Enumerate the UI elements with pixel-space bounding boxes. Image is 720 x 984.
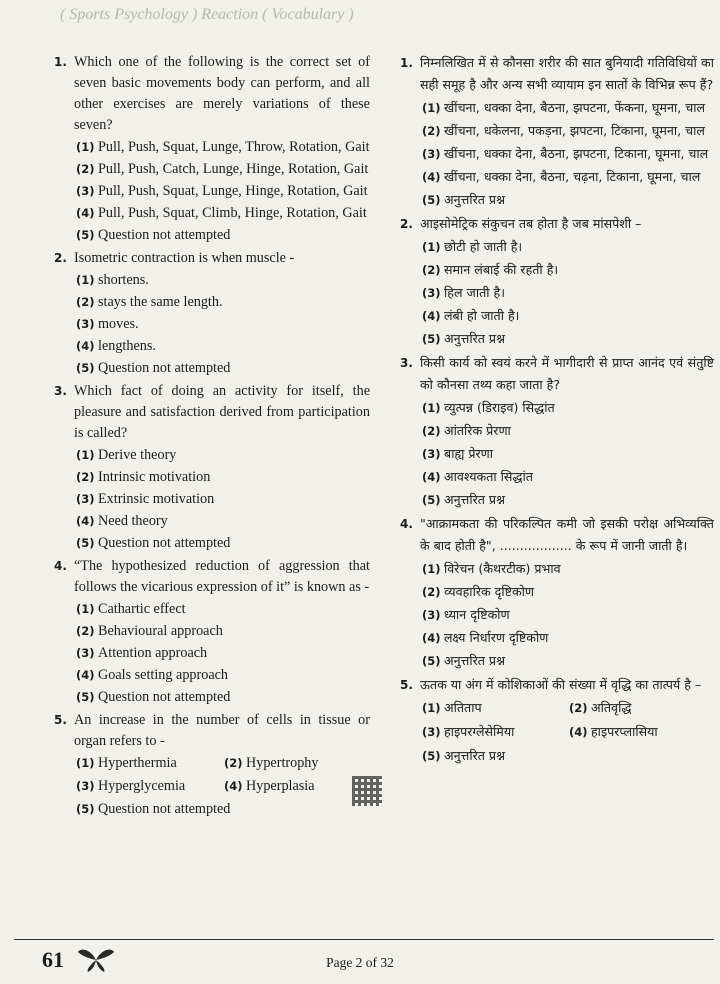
option-number: (1) xyxy=(422,401,441,415)
option xyxy=(420,397,714,419)
option-text: Attention approach xyxy=(98,645,208,661)
question-stem: “The hypothesized reduction of aggression that follows the vicarious expression of it” is known as - xyxy=(74,558,370,595)
option-text: बाह्य प्रेरणा xyxy=(444,446,494,461)
option xyxy=(74,270,370,291)
option xyxy=(74,489,370,510)
option xyxy=(74,687,370,708)
option xyxy=(420,328,714,350)
option-text: आवश्यकता सिद्धांत xyxy=(444,469,533,484)
option-text: Hyperplasia xyxy=(246,778,315,794)
option-number: (3) xyxy=(76,492,95,506)
question-3-en xyxy=(40,381,370,554)
question-2-en xyxy=(40,248,370,379)
option-text: आंतरिक प्रेरणा xyxy=(444,423,511,438)
option-number: (5) xyxy=(76,361,95,375)
option-number: (5) xyxy=(76,536,95,550)
question-1-hi xyxy=(386,52,714,211)
option-number: (4) xyxy=(224,779,243,793)
option-number: (3) xyxy=(422,286,441,300)
option xyxy=(74,665,370,686)
option xyxy=(420,466,714,488)
option-text: लंबी हो जाती है। xyxy=(444,308,520,323)
option-text: Intrinsic motivation xyxy=(98,469,211,485)
option-text: lengthens. xyxy=(98,338,156,354)
option xyxy=(420,236,714,258)
option xyxy=(420,189,714,211)
option-text: Hyperglycemia xyxy=(98,778,186,794)
question-2-hi xyxy=(386,213,714,350)
option xyxy=(420,143,714,165)
option-number: (5) xyxy=(76,690,95,704)
option-number: (4) xyxy=(76,514,95,528)
option xyxy=(420,604,714,626)
option xyxy=(420,420,714,442)
option xyxy=(74,225,370,246)
option xyxy=(420,721,567,743)
option-text: व्युत्पन्न (डिराइव) सिद्धांत xyxy=(444,400,555,415)
option xyxy=(74,336,370,357)
option-text: लक्ष्य निर्धारण दृष्टिकोण xyxy=(444,630,549,645)
question-stem: Which one of the following is the correct set of seven basic movements body can perform, and all other exercises are merely variations of these seven? xyxy=(74,54,370,133)
qr-code-icon xyxy=(352,776,382,806)
option-number: (4) xyxy=(569,725,588,739)
option-text: Question not attempted xyxy=(98,801,231,817)
option-number: (1) xyxy=(422,240,441,254)
option xyxy=(74,137,370,158)
question-number: 2. xyxy=(400,217,413,231)
option xyxy=(420,627,714,649)
question-stem: किसी कार्य को स्वयं करने में भागीदारी से प्राप्त आनंद एवं संतुष्टि को कौनसा तथ्य कहा जाता है? xyxy=(420,355,714,392)
option-text: Question not attempted xyxy=(98,360,231,376)
option-text: Hyperthermia xyxy=(98,755,177,771)
option-text: Pull, Push, Catch, Lunge, Hinge, Rotation, Gait xyxy=(98,161,369,177)
option-number: (4) xyxy=(76,339,95,353)
option-number: (2) xyxy=(569,701,588,715)
option xyxy=(567,697,714,719)
option-text: Need theory xyxy=(98,513,168,529)
question-number: 1. xyxy=(400,56,413,70)
option-number: (5) xyxy=(422,654,441,668)
option-number: (2) xyxy=(224,756,243,770)
question-number: 4. xyxy=(400,517,413,531)
option xyxy=(74,533,370,554)
option xyxy=(420,166,714,188)
option xyxy=(74,467,370,488)
option-text: Derive theory xyxy=(98,447,177,463)
option xyxy=(74,358,370,379)
option-text: खींचना, धक्का देना, बैठना, झपटना, टिकाना, घूमना, चाल xyxy=(444,146,709,161)
option-text: हिल जाती है। xyxy=(444,285,506,300)
option-text: छोटी हो जाती है। xyxy=(444,239,523,254)
option-number: (1) xyxy=(76,448,95,462)
option-number: (2) xyxy=(76,470,95,484)
option xyxy=(567,721,714,743)
question-number: 1. xyxy=(54,55,67,69)
option-number: (3) xyxy=(76,646,95,660)
option-number: (4) xyxy=(422,631,441,645)
question-4-en xyxy=(40,556,370,708)
option-text: Hypertrophy xyxy=(246,755,319,771)
option-number: (1) xyxy=(76,140,95,154)
option-text: अनुत्तरित प्रश्न xyxy=(444,331,505,346)
option-text: Question not attempted xyxy=(98,227,231,243)
option-number: (4) xyxy=(76,668,95,682)
option-number: (3) xyxy=(76,317,95,331)
option xyxy=(420,259,714,281)
option-number: (1) xyxy=(422,562,441,576)
option xyxy=(74,314,370,335)
option-number: (2) xyxy=(422,585,441,599)
option xyxy=(74,203,370,224)
option-number: (5) xyxy=(76,228,95,242)
option xyxy=(74,643,370,664)
question-stem: निम्नलिखित में से कौनसा शरीर की सात बुनियादी गतिविधियों का सही समूह है और अन्य सभी व्यायाम इन सातों के विभिन्न रूप हैं? xyxy=(420,55,714,92)
option xyxy=(420,489,714,511)
option-number: (1) xyxy=(76,273,95,287)
option-text: shortens. xyxy=(98,272,149,288)
question-3-hi xyxy=(386,352,714,511)
question-stem: An increase in the number of cells in tissue or organ refers to - xyxy=(74,712,370,749)
option-text: अतिताप xyxy=(444,700,482,715)
question-stem: Which fact of doing an activity for itself, the pleasure and satisfaction derived from participation is called? xyxy=(74,383,370,441)
option xyxy=(420,282,714,304)
option-text: अतिवृद्धि xyxy=(591,700,632,715)
question-number: 5. xyxy=(54,713,67,727)
option-number: (1) xyxy=(422,101,441,115)
option-number: (1) xyxy=(422,701,441,715)
question-number: 3. xyxy=(400,356,413,370)
option-number: (5) xyxy=(422,749,441,763)
option xyxy=(74,599,370,620)
option-text: Pull, Push, Squat, Climb, Hinge, Rotation, Gait xyxy=(98,205,367,221)
option-text: Question not attempted xyxy=(98,535,231,551)
option-number: (3) xyxy=(422,447,441,461)
option-number: (2) xyxy=(76,162,95,176)
option xyxy=(420,745,714,767)
option-text: moves. xyxy=(98,316,139,332)
option-number: (2) xyxy=(422,424,441,438)
option-number: (2) xyxy=(76,295,95,309)
option xyxy=(74,776,222,797)
option-number: (5) xyxy=(422,332,441,346)
option xyxy=(74,511,370,532)
question-5-en xyxy=(40,710,370,821)
footer-divider xyxy=(14,939,714,940)
english-column xyxy=(40,52,370,823)
option-number: (3) xyxy=(422,725,441,739)
question-number: 4. xyxy=(54,559,67,573)
option-number: (3) xyxy=(422,147,441,161)
option xyxy=(420,120,714,142)
option-number: (1) xyxy=(76,602,95,616)
option-text: अनुत्तरित प्रश्न xyxy=(444,653,505,668)
option xyxy=(222,753,370,774)
option-number: (5) xyxy=(422,193,441,207)
option-number: (5) xyxy=(422,493,441,507)
option-number: (3) xyxy=(76,184,95,198)
option-text: Goals setting approach xyxy=(98,667,229,683)
option xyxy=(74,621,370,642)
option xyxy=(420,581,714,603)
option-text: अनुत्तरित प्रश्न xyxy=(444,492,505,507)
option-text: खींचना, धक्का देना, बैठना, झपटना, फेंकना, घूमना, चाल xyxy=(444,100,706,115)
option-text: समान लंबाई की रहती है। xyxy=(444,262,559,277)
option-text: Pull, Push, Squat, Lunge, Throw, Rotation, Gait xyxy=(98,139,370,155)
hindi-column xyxy=(386,52,714,770)
question-number: 3. xyxy=(54,384,67,398)
question-number: 2. xyxy=(54,251,67,265)
question-4-hi xyxy=(386,513,714,672)
option xyxy=(74,159,370,180)
option xyxy=(74,292,370,313)
option-text: Behavioural approach xyxy=(98,623,223,639)
option xyxy=(420,697,567,719)
option-number: (5) xyxy=(76,802,95,816)
option xyxy=(74,799,370,820)
question-stem: आइसोमेट्रिक संकुचन तब होता है जब मांसपेशी – xyxy=(420,216,642,231)
option-text: Extrinsic motivation xyxy=(98,491,215,507)
option xyxy=(222,776,370,797)
option xyxy=(74,181,370,202)
option-number: (2) xyxy=(422,124,441,138)
option-number: (2) xyxy=(76,624,95,638)
option-text: हाइपरप्लासिया xyxy=(591,724,658,739)
option-number: (4) xyxy=(422,309,441,323)
question-1-en xyxy=(40,52,370,246)
footer-left-number: 61 xyxy=(42,947,64,972)
question-5-hi xyxy=(386,674,714,768)
option-number: (2) xyxy=(422,263,441,277)
option xyxy=(420,97,714,119)
option-text: अनुत्तरित प्रश्न xyxy=(444,748,505,763)
header-handwriting: ( Sports Psychology ) Reaction ( Vocabulary ) xyxy=(60,6,354,23)
option xyxy=(420,443,714,465)
option-number: (1) xyxy=(76,756,95,770)
option-text: Question not attempted xyxy=(98,689,231,705)
option-number: (4) xyxy=(422,170,441,184)
option-text: Cathartic effect xyxy=(98,601,186,617)
option-text: विरेचन (कैथरटीक) प्रभाव xyxy=(444,561,561,576)
option-text: अनुत्तरित प्रश्न xyxy=(444,192,505,207)
option xyxy=(420,305,714,327)
option-number: (4) xyxy=(76,206,95,220)
option-text: हाइपरग्लेसेमिया xyxy=(444,724,515,739)
question-stem: ऊतक या अंग में कोशिकाओं की संख्या में वृद्धि का तात्पर्य है – xyxy=(420,677,702,692)
option-text: stays the same length. xyxy=(98,294,223,310)
option-number: (3) xyxy=(76,779,95,793)
option xyxy=(74,445,370,466)
option-text: खींचना, धकेलना, पकड़ना, झपटना, टिकाना, घूमना, चाल xyxy=(444,123,705,138)
question-number: 5. xyxy=(400,678,413,692)
question-stem: "आक्रामकता की परिकल्पित कमी जो इसकी परोक्ष अभिव्यक्ति के बाद होती है", .................. के रूप में जानी जाती है। xyxy=(420,516,714,553)
page-indicator: Page 2 of 32 xyxy=(326,955,394,970)
option-text: Pull, Push, Squat, Lunge, Hinge, Rotation, Gait xyxy=(98,183,368,199)
option-number: (3) xyxy=(422,608,441,622)
option xyxy=(420,650,714,672)
option-number: (4) xyxy=(422,470,441,484)
option xyxy=(420,558,714,580)
option-text: खींचना, धक्का देना, बैठना, चढ़ना, टिकाना, घूमना, चाल xyxy=(444,169,701,184)
option xyxy=(74,753,222,774)
option-text: व्यवहारिक दृष्टिकोण xyxy=(444,584,534,599)
option-text: ध्यान दृष्टिकोण xyxy=(444,607,510,622)
question-stem: Isometric contraction is when muscle - xyxy=(74,250,295,266)
